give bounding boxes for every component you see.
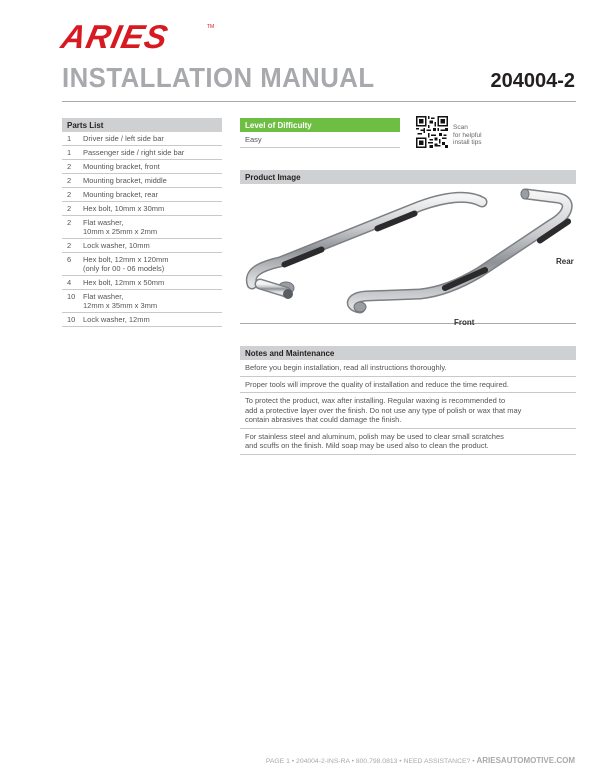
part-description: Mounting bracket, middle xyxy=(83,176,167,185)
part-quantity: 4 xyxy=(67,278,72,287)
part-quantity: 2 xyxy=(67,241,72,250)
part-quantity: 10 xyxy=(67,292,76,301)
part-quantity: 10 xyxy=(67,315,76,324)
note-item: Before you begin installation, read all instructions thoroughly. xyxy=(240,360,576,377)
part-description: Hex bolt, 12mm x 50mm xyxy=(83,278,165,287)
parts-list-rows xyxy=(62,132,222,327)
part-description: Flat washer, 12mm x 35mm x 3mm xyxy=(83,292,158,310)
parts-list-row xyxy=(62,290,222,313)
part-description: Flat washer, 10mm x 25mm x 2mm xyxy=(83,218,158,236)
part-description: Hex bolt, 12mm x 120mm (only for 00 - 06 models) xyxy=(83,255,169,273)
part-quantity: 2 xyxy=(67,162,72,171)
header-divider xyxy=(62,101,576,102)
rear-label: Rear xyxy=(556,257,574,266)
part-quantity: 6 xyxy=(67,255,72,264)
parts-list-row xyxy=(62,146,222,160)
parts-list-heading: Parts List xyxy=(62,118,222,132)
footer-info: PAGE 1 • 204004-2-INS-RA • 800.798.0813 • NEED ASSISTANCE? • xyxy=(265,758,477,765)
part-quantity: 1 xyxy=(67,148,72,157)
part-description: Passenger side / right side bar xyxy=(83,148,185,157)
product-image-heading: Product Image xyxy=(240,170,576,184)
part-quantity: 1 xyxy=(67,134,72,143)
page-title: INSTALLATION MANUAL xyxy=(62,62,375,93)
part-quantity: 2 xyxy=(67,218,72,227)
parts-list-row xyxy=(62,174,222,188)
qr-caption xyxy=(453,124,482,147)
parts-list xyxy=(62,118,222,327)
qr-caption-line2: for helpful xyxy=(453,131,482,139)
difficulty-heading: Level of Difficulty xyxy=(240,118,400,132)
parts-list-row xyxy=(62,160,222,174)
part-description: Driver side / left side bar xyxy=(83,134,164,143)
difficulty-value: Easy xyxy=(240,132,400,148)
product-image xyxy=(240,184,576,327)
part-quantity: 2 xyxy=(67,204,72,213)
note-item: To protect the product, wax after installing. Regular waxing is recommended to add a protective layer over the finish. Do not use any type of polish or wax that may contain abrasives that could damage the finish. xyxy=(240,393,576,429)
parts-list-row xyxy=(62,188,222,202)
logo-wordmark: ARIES xyxy=(58,18,172,55)
difficulty-section xyxy=(240,118,400,148)
parts-list-row xyxy=(62,276,222,290)
aries-logo xyxy=(58,18,215,55)
part-description: Mounting bracket, rear xyxy=(83,190,159,199)
parts-list-row xyxy=(62,239,222,253)
part-description: Lock washer, 10mm xyxy=(83,241,150,250)
product-image-section xyxy=(240,170,576,327)
page-footer xyxy=(266,756,575,765)
notes-section xyxy=(240,346,576,455)
footer-website-link[interactable]: ARIESAUTOMOTIVE.COM xyxy=(476,756,575,765)
notes-heading: Notes and Maintenance xyxy=(240,346,576,360)
logo-trademark: TM xyxy=(207,24,215,30)
part-description: Mounting bracket, front xyxy=(83,162,160,171)
note-item: For stainless steel and aluminum, polish may be used to clear small scratches and scuffs on the finish. Mild soap may be used also to clean the product. xyxy=(240,429,576,455)
side-bars-illustration xyxy=(240,184,576,324)
part-quantity: 2 xyxy=(67,190,72,199)
parts-list-row xyxy=(62,216,222,239)
parts-list-row xyxy=(62,202,222,216)
parts-list-row xyxy=(62,253,222,276)
parts-list-row xyxy=(62,313,222,327)
part-quantity: 2 xyxy=(67,176,72,185)
front-label: Front xyxy=(454,318,475,327)
qr-caption-line3: install tips xyxy=(453,139,482,146)
part-number: 204004-2 xyxy=(490,70,575,92)
qr-code-icon[interactable] xyxy=(416,116,448,148)
qr-caption-line1: Scan xyxy=(453,124,468,131)
parts-list-row xyxy=(62,132,222,146)
part-description: Lock washer, 12mm xyxy=(83,315,150,324)
part-description: Hex bolt, 10mm x 30mm xyxy=(83,204,165,213)
note-item: Proper tools will improve the quality of installation and reduce the time required. xyxy=(240,377,576,394)
